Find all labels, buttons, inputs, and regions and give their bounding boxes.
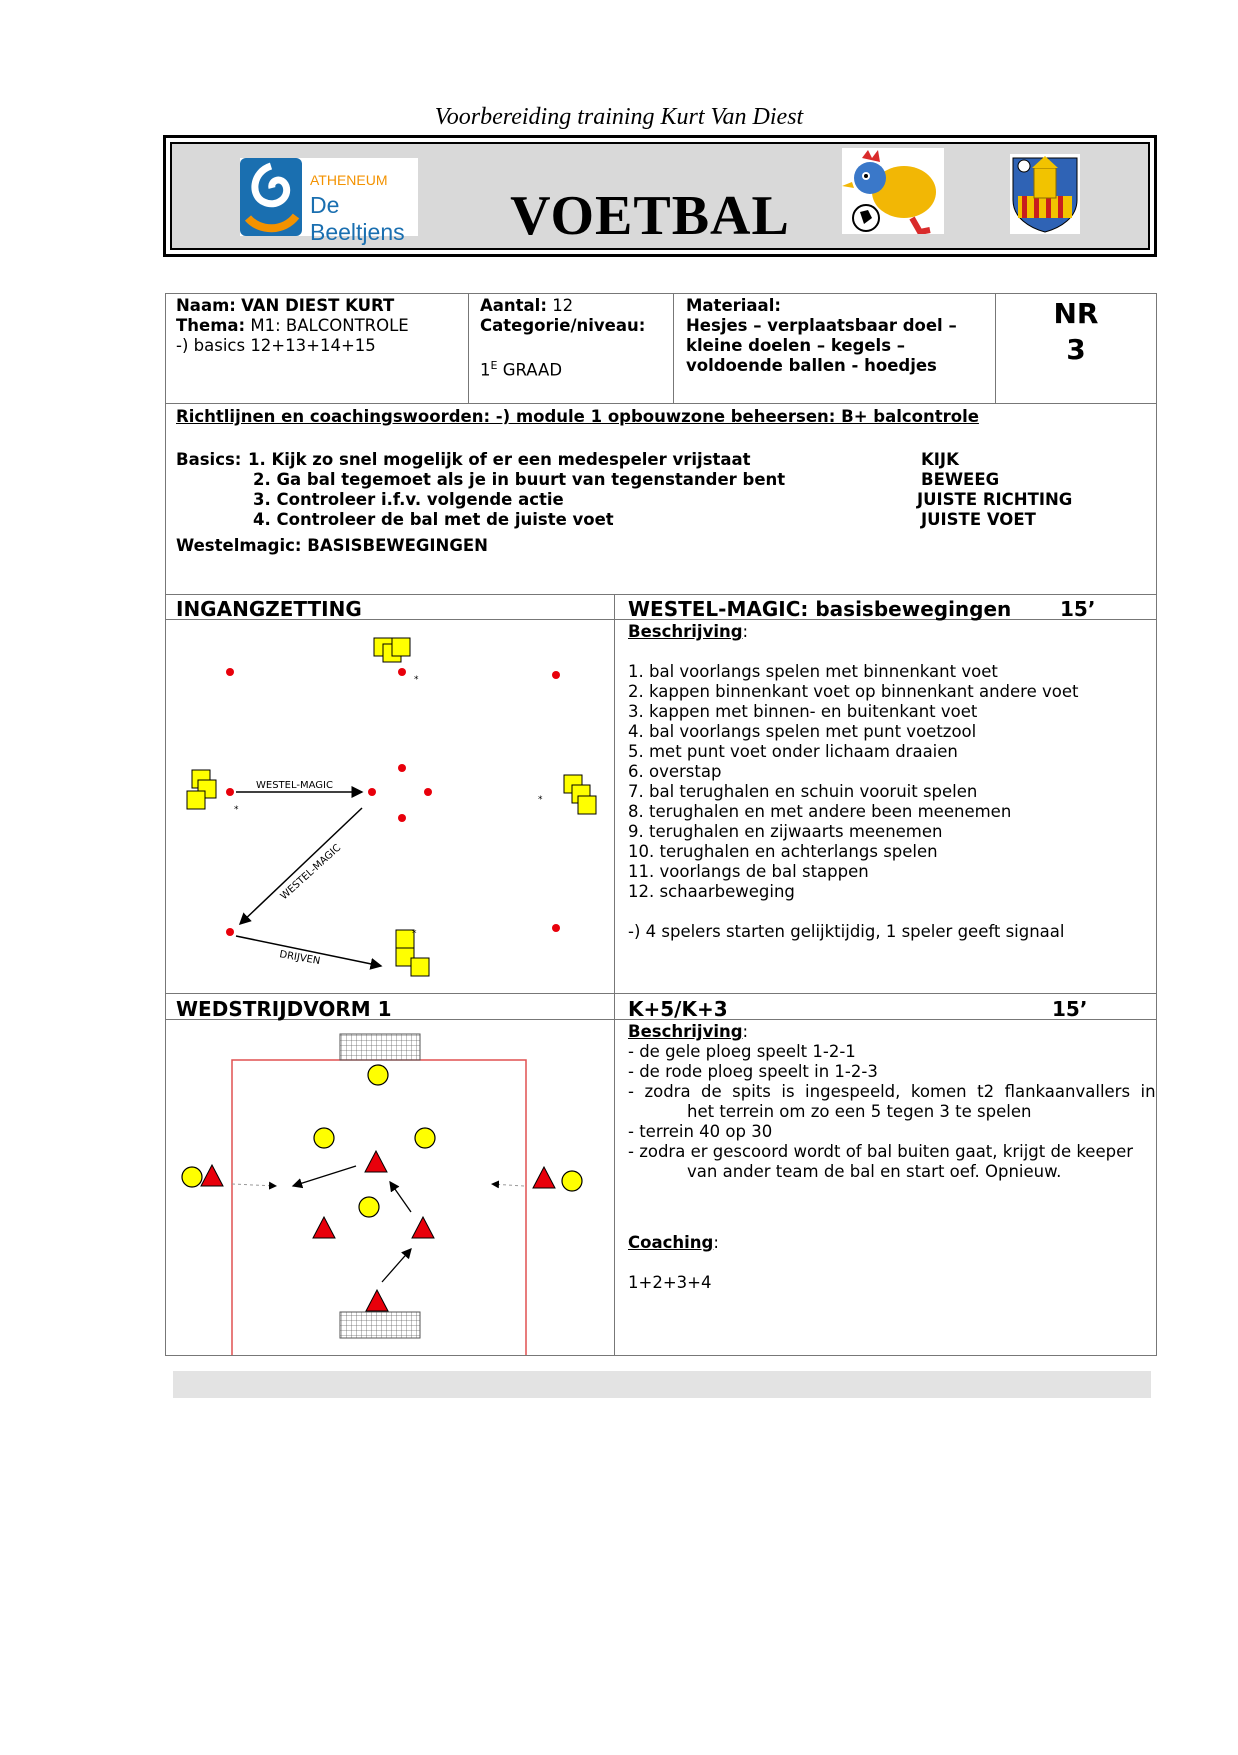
footer-bar [173,1371,1151,1398]
list-item: 5. met punt voet onder lichaam draaien [628,742,958,761]
nr-cell [996,296,1156,368]
list-item: 2. kappen binnenkant voet op binnenkant andere voet [628,682,1079,701]
list-item: - zodra er gescoord wordt of bal buiten gaat, krijgt de keeper [628,1142,1134,1161]
list-item: 10. terughalen en achterlangs spelen [628,842,938,861]
graad-superscript: E [490,359,498,372]
school-logo-line2: De Beeltjens [310,192,405,245]
section1-left-title: INGANGZETTING [176,597,362,621]
nr-value: 3 [1066,333,1086,366]
section1-right-title: WESTEL-MAGIC: basisbewegingen [628,597,1012,621]
materiaal-label: Materiaal: [686,296,781,315]
list-item: 4. bal voorlangs spelen met punt voetzool [628,722,977,741]
goal-top [340,1034,420,1060]
naam-cell [176,296,409,356]
materiaal-line: Hesjes – verplaatsbaar doel – [686,316,957,335]
list-item-continued: van ander team de bal en start oef. Opnieuw. [687,1162,1062,1181]
page-title: VOETBAL [510,185,790,247]
materiaal-cell [686,296,957,376]
yellow-players [182,1065,582,1217]
cone-stack [564,775,596,814]
run-arrow [232,1184,276,1186]
pass-arrow [293,1166,356,1186]
aantal-value: 12 [552,296,574,315]
arrow-label: WESTEL-MAGIC [278,842,344,903]
keyword: KIJK [921,450,959,469]
aantal-cell [480,296,645,381]
list-item: - terrein 40 op 30 [628,1122,773,1141]
basics-item: 3. Controleer i.f.v. volgende actie [253,490,564,509]
goal-bottom [340,1312,420,1338]
list-item: - de gele ploeg speelt 1-2-1 [628,1042,856,1061]
city-crest-icon [1010,154,1080,234]
list-item: 3. kappen met binnen- en buitenkant voet [628,702,978,721]
svg-text:*: * [412,929,417,939]
drill-arrow [240,808,362,924]
city-crest [1010,154,1080,234]
arrow-label: WESTEL-MAGIC [256,780,333,791]
keyword: JUISTE VOET [921,510,1036,529]
list-item: - zodra de spits is ingespeeld, komen t2 flankaanvallers in [628,1082,1156,1101]
richtlijnen-heading: Richtlijnen en coachingswoorden: -) module 1 opbouwzone beheersen: B+ balcontrole [176,407,979,426]
section1-diagram [166,620,614,993]
section2-right-title: K+5/K+3 [628,997,728,1021]
basics-item: 1. Kijk zo snel mogelijk of er een medespeler vrijstaat [248,450,751,469]
player-markers [234,675,543,939]
section1-duration: 15’ [1060,597,1096,621]
svg-text:*: * [538,795,543,805]
section1-description: Beschrijving: 1. bal voorlangs spelen met binnenkant voet 2. kappen binnenkant voet op binnenkant andere voet 3. kappen met binnen- en buitenkant voet 4. bal voorlangs spelen met punt voetzool 5. met punt voet onder lichaam draaien 6. overstap 7. bal terughalen en schuin vooruit spelen 8. terughalen en met andere been meenemen 9. terughalen en zijwaarts meenemen 10. terughalen en achterlangs spelen 11. voorlangs de bal stappen 12. schaarbeweging -) 4 spelers starten gelijktijdig, 1 speler geeft signaal [628,622,1079,941]
pass-arrow [390,1182,411,1212]
basics-label: Basics: [176,450,242,469]
coaching-label: Coaching [628,1233,714,1252]
svg-text:*: * [234,805,239,815]
materiaal-line: voldoende ballen - hoedjes [686,356,937,375]
thema-value: M1: BALCONTROLE [250,316,409,335]
marker-dots [226,668,560,936]
arrow-label: DRIJVEN [278,949,321,968]
basics-ref: -) basics 12+13+14+15 [176,336,376,355]
list-item: - de rode ploeg speelt in 1-2-3 [628,1062,878,1081]
section1-note: -) 4 spelers starten gelijktijdig, 1 speler geeft signaal [628,922,1065,941]
keyword: BEWEEG [921,470,1000,489]
school-logo [240,158,418,245]
basics-item: 4. Controleer de bal met de juiste voet [253,510,614,529]
rooster-mascot-icon [842,148,944,234]
section2-description: Beschrijving: - de gele ploeg speelt 1-2-1 - de rode ploeg speelt in 1-2-3 - zodra de spits is ingespeeld, komen t2 flankaanvallers in het terrein om zo een 5 tegen 3 te spelen - terrein 40 op 30 - zodra er gescoord wordt of bal buiten gaat, krijgt de keeper van ander team de bal en start oef. Opnieuw. Coaching: 1+2+3+4 [628,1022,1156,1292]
list-item: 8. terughalen en met andere been meenemen [628,802,1012,821]
westelmagic-line: Westelmagic: BASISBEWEGINGEN [176,536,488,555]
list-item: 7. bal terughalen en schuin vooruit spelen [628,782,978,801]
categorie-label: Categorie/niveau: [480,316,646,335]
cone-stack [187,770,216,809]
beschrijving-label: Beschrijving [628,1022,743,1041]
pass-arrow [382,1249,411,1282]
naam-label: Naam: [176,296,236,315]
document-subtitle: Voorbereiding training Kurt Van Diest [434,104,804,130]
section2-duration: 15’ [1052,997,1088,1021]
cone-stack [374,638,410,662]
list-item: 6. overstap [628,762,722,781]
red-players [201,1151,555,1311]
section2-left-title: WEDSTRIJDVORM 1 [176,997,392,1021]
run-arrow [492,1184,524,1186]
graad-number: 1 [480,360,491,380]
list-item: 12. schaarbeweging [628,882,795,901]
thema-label: Thema: [176,316,246,335]
aantal-label: Aantal: [480,296,547,315]
school-logo-line1: ATHENEUM [310,172,388,188]
svg-text:*: * [414,675,419,685]
list-item: 11. voorlangs de bal stappen [628,862,869,881]
graad-text: GRAAD [502,360,563,380]
mascot-logo [842,148,944,234]
naam-value: VAN DIEST KURT [241,296,395,315]
section2-diagram [166,1020,614,1355]
coaching-value: 1+2+3+4 [628,1273,712,1292]
list-item: 9. terughalen en zijwaarts meenemen [628,822,943,841]
list-item: 1. bal voorlangs spelen met binnenkant voet [628,662,998,681]
beschrijving-label: Beschrijving [628,622,743,641]
keyword: JUISTE RICHTING [917,490,1073,509]
materiaal-line: kleine doelen – kegels – [686,336,906,355]
basics-item: 2. Ga bal tegemoet als je in buurt van tegenstander bent [253,470,786,489]
nr-label: NR [1053,297,1099,330]
list-item-continued: het terrein om zo een 5 tegen 3 te spelen [687,1102,1032,1121]
